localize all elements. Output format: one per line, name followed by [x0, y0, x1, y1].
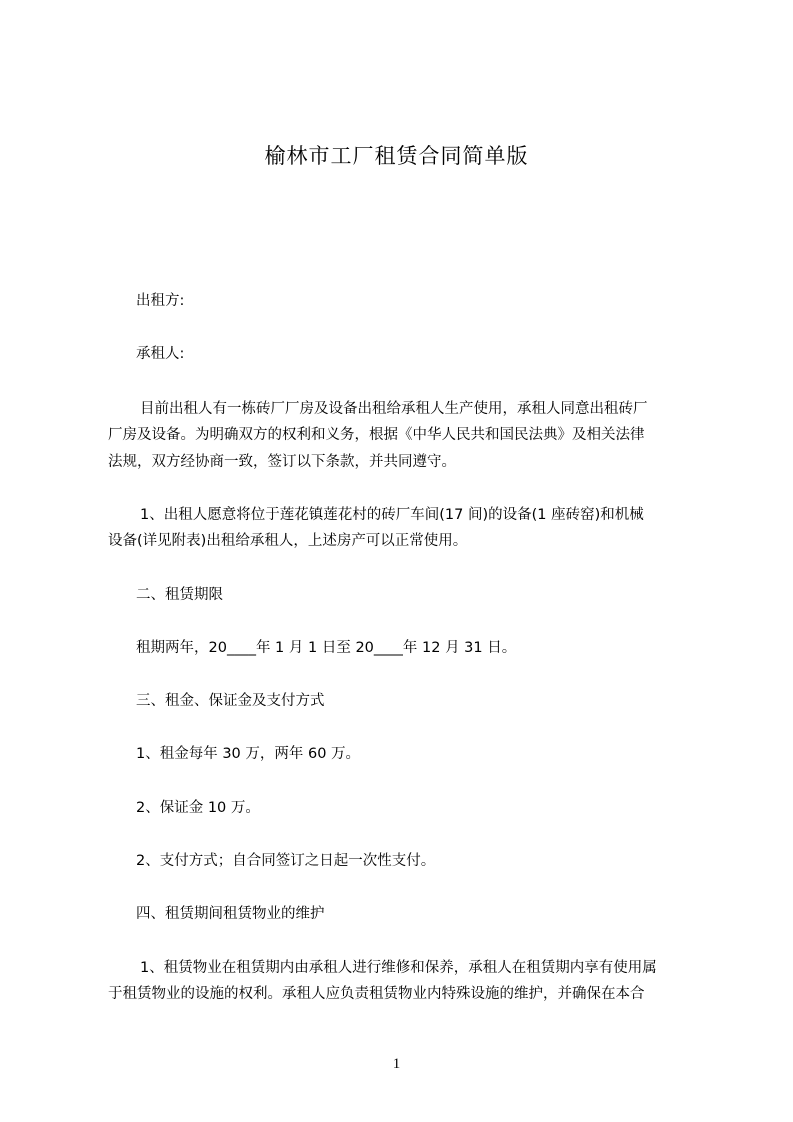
clause-line: 设备(详见附表)出租给承租人，上述房产可以正常使用。 [108, 533, 468, 549]
page-number: 1 [392, 1056, 401, 1072]
lessor-label: 出租方: [136, 293, 185, 309]
section-2-heading: 二、租赁期限 [136, 587, 223, 603]
intro-line: 目前出租人有一栋砖厂厂房及设备出租给承租人生产使用，承租人同意出租砖厂 [140, 401, 648, 417]
section-3-heading: 三、租金、保证金及支付方式 [136, 693, 325, 709]
section-4-heading: 四、租赁期间租赁物业的维护 [136, 906, 325, 922]
lessee-label: 承租人: [136, 346, 185, 362]
section-3-item: 1、租金每年 30 万，两年 60 万。 [136, 746, 361, 762]
intro-line: 法规，双方经协商一致，签订以下条款，并共同遵守。 [108, 454, 456, 470]
section-4-line: 1、租赁物业在租赁期内由承租人进行维修和保养，承租人在租赁期内享有使用属 [140, 960, 657, 976]
section-3-item: 2、支付方式；自合同签订之日起一次性支付。 [136, 853, 436, 869]
document-title: 榆林市工厂租赁合同简单版 [264, 144, 529, 168]
clause-line: 1、出租人愿意将位于莲花镇莲花村的砖厂车间(17 间)的设备(1 座砖窑)和机械 [140, 507, 644, 523]
section-3-item: 2、保证金 10 万。 [136, 800, 260, 816]
intro-line: 厂房及设备。为明确双方的权利和义务，根据《中华人民共和国民法典》及相关法律 [108, 427, 645, 443]
section-4-line: 于租赁物业的设施的权利。承租人应负责租赁物业内特殊设施的维护，并确保在本合 [108, 986, 645, 1002]
section-2-text: 租期两年，20____年 1 月 1 日至 20____年 12 月 31 日。 [136, 640, 517, 656]
